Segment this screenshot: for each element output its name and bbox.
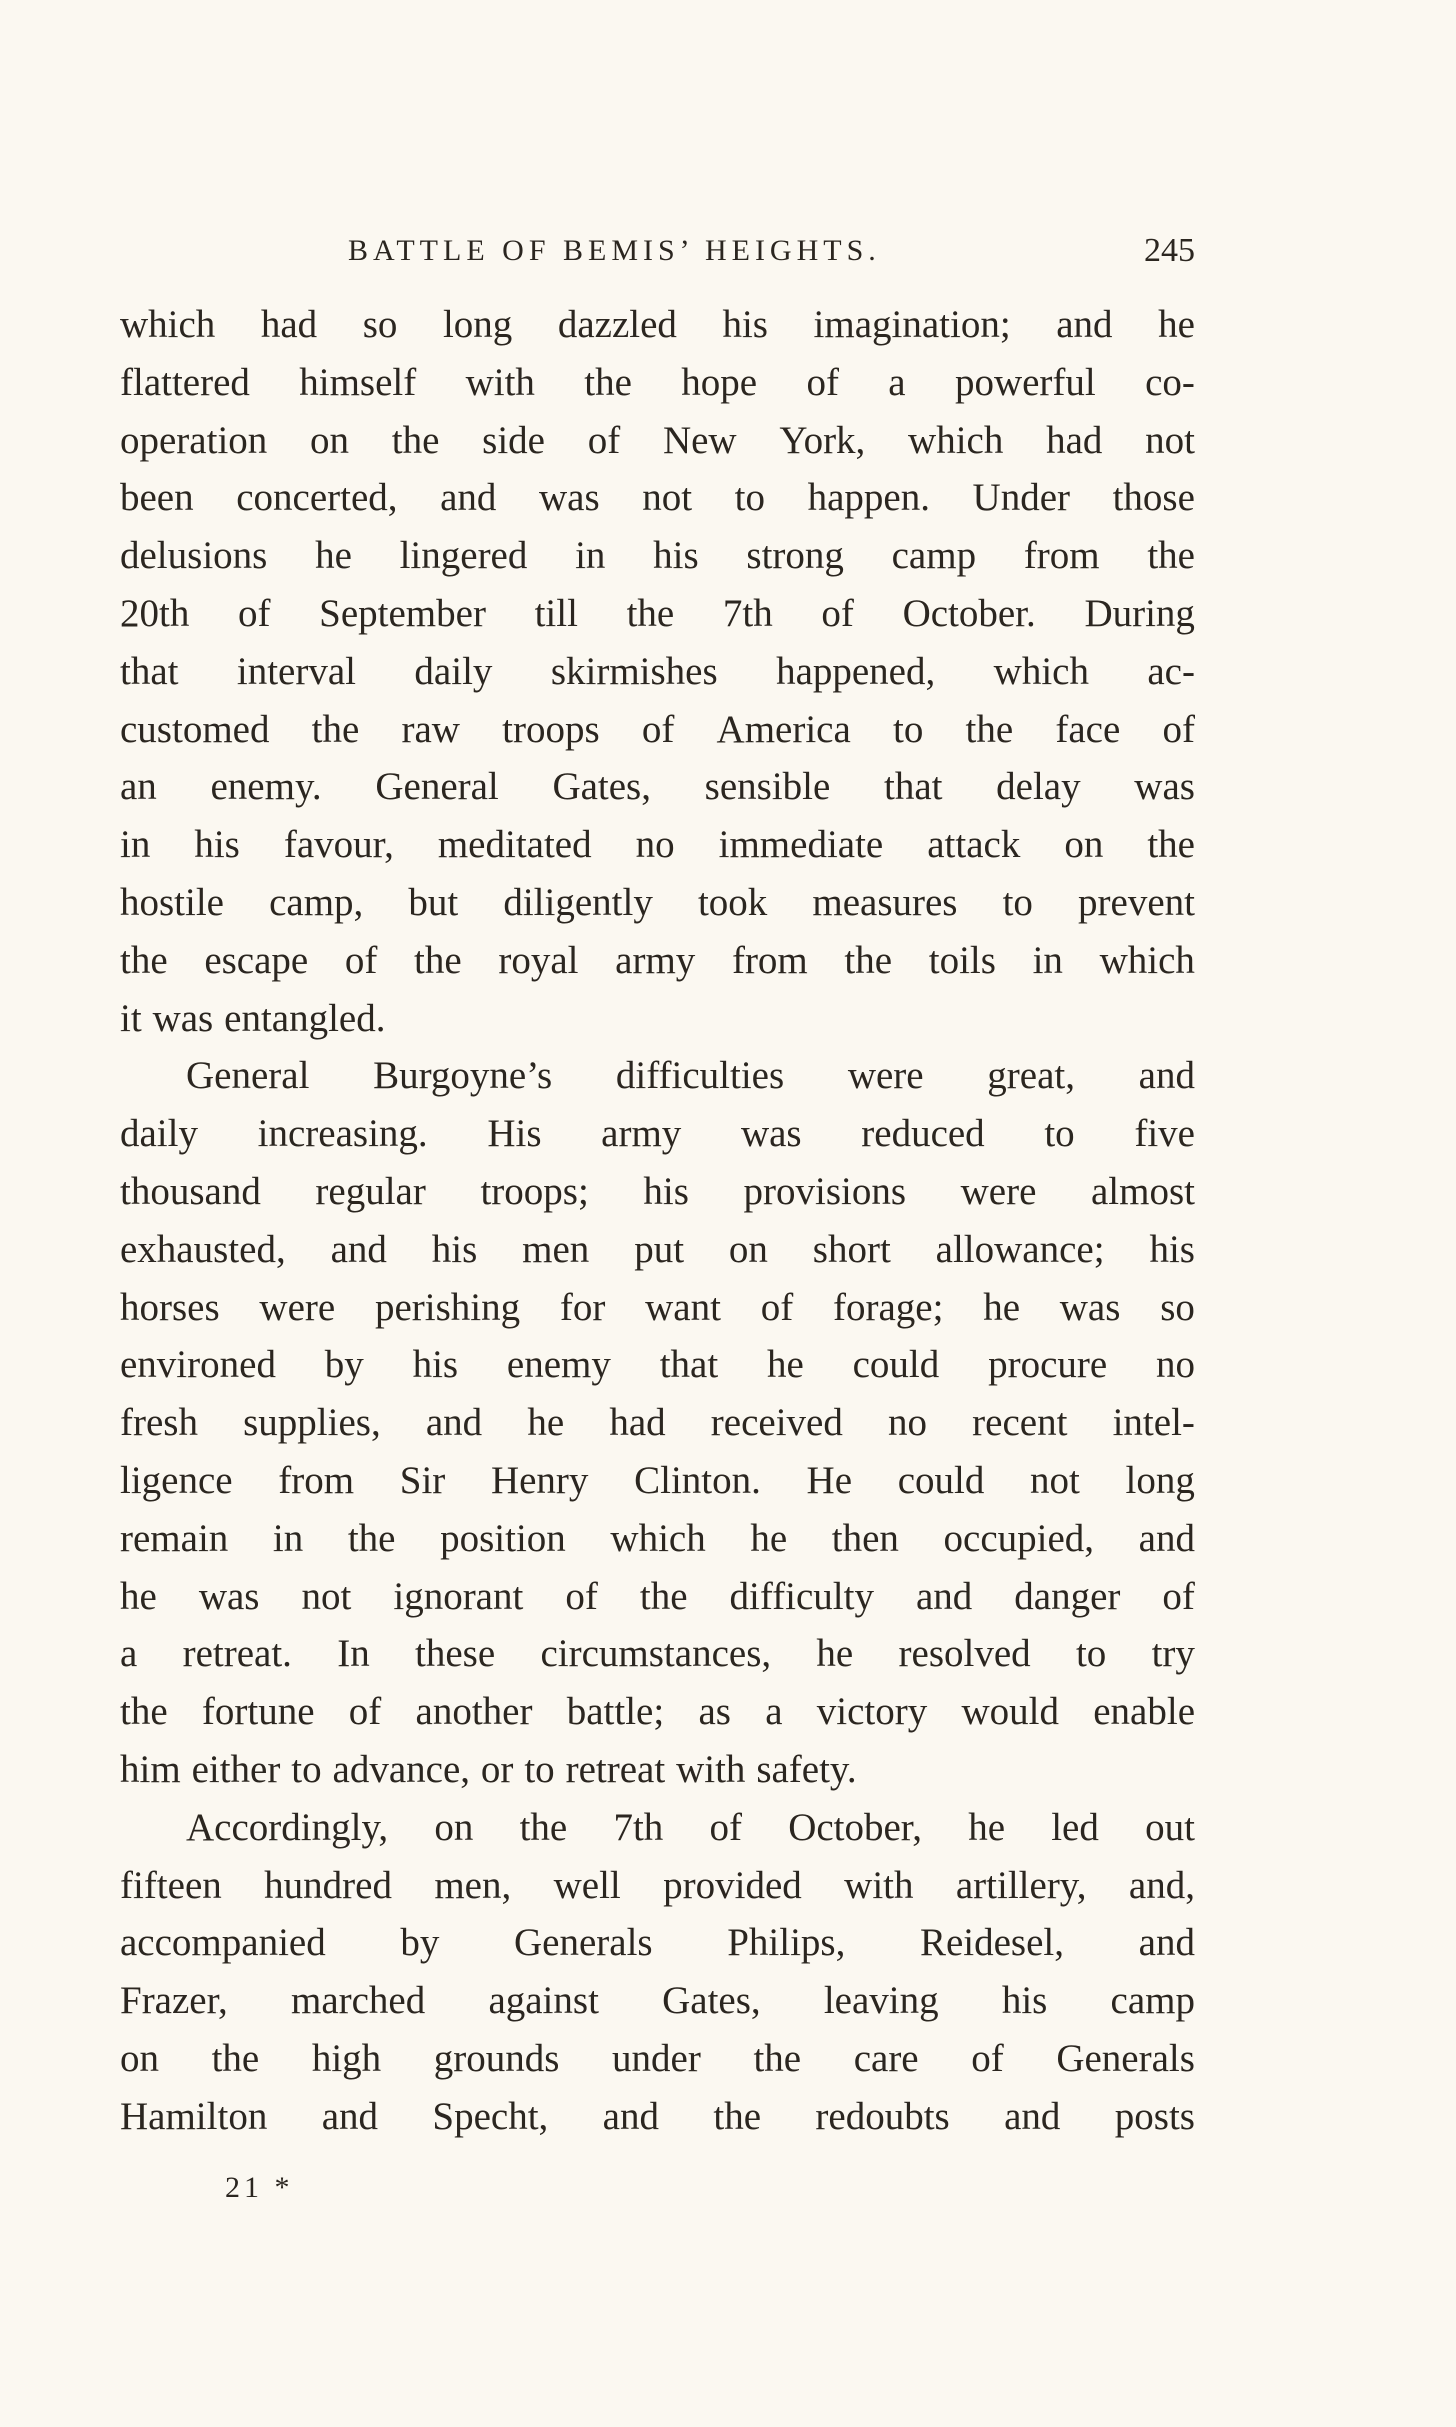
text-line: a retreat. In these circumstances, he resolved to try: [120, 1632, 1195, 1676]
text-line: in his favour, meditated no immediate attack on the: [120, 823, 1195, 867]
text-line: the escape of the royal army from the toils in which: [120, 938, 1195, 982]
text-line: delusions he lingered in his strong camp from the: [120, 534, 1195, 578]
text-line: 20th of September till the 7th of October. During: [120, 591, 1195, 635]
text-line: which had so long dazzled his imagination; and he: [120, 303, 1195, 346]
text-line: been concerted, and was not to happen. Under those: [120, 476, 1195, 520]
text-line: Accordingly, on the 7th of October, he led out: [186, 1805, 1195, 1849]
text-line: he was not ignorant of the difficulty and danger of: [120, 1574, 1195, 1618]
text-line: customed the raw troops of America to the face of: [120, 707, 1195, 751]
text-line: fifteen hundred men, well provided with artillery, and,: [120, 1863, 1195, 1907]
text-line: ligence from Sir Henry Clinton. He could not long: [120, 1458, 1195, 1502]
text-line: the fortune of another battle; as a victory would enable: [120, 1690, 1195, 1734]
text-line: on the high grounds under the care of Generals: [120, 2036, 1195, 2080]
text-line: thousand regular troops; his provisions were almost: [120, 1169, 1195, 1213]
body-text: [120, 296, 1195, 2146]
text-line: Hamilton and Specht, and the redoubts and posts: [120, 2094, 1195, 2138]
text-line: General Burgoyne’s difficulties were great, and: [186, 1054, 1195, 1098]
text-line: accompanied by Generals Philips, Reidesel, and: [120, 1921, 1195, 1965]
text-line: it was entangled.: [120, 996, 386, 1040]
text-line: Frazer, marched against Gates, leaving his camp: [120, 1979, 1195, 2023]
running-header: [120, 226, 1195, 276]
text-line: environed by his enemy that he could procure no: [120, 1343, 1195, 1387]
text-line: remain in the position which he then occupied, and: [120, 1516, 1195, 1560]
text-line: an enemy. General Gates, sensible that delay was: [120, 765, 1195, 809]
text-line: him either to advance, or to retreat with safety.: [120, 1747, 857, 1791]
text-line: operation on the side of New York, which had not: [120, 418, 1195, 462]
text-line: horses were perishing for want of forage; he was so: [120, 1285, 1195, 1329]
running-title: BATTLE OF BEMIS’ HEIGHTS.: [348, 234, 881, 267]
text-line: exhausted, and his men put on short allowance; his: [120, 1227, 1195, 1271]
text-line: fresh supplies, and he had received no recent intel-: [120, 1401, 1195, 1445]
page-number: 245: [1144, 232, 1195, 269]
text-line: flattered himself with the hope of a powerful co-: [120, 360, 1195, 404]
signature-mark: 21 *: [225, 2171, 294, 2204]
text-line: that interval daily skirmishes happened, which ac-: [120, 649, 1195, 693]
text-line: daily increasing. His army was reduced to five: [120, 1112, 1195, 1156]
text-line: hostile camp, but diligently took measures to prevent: [120, 880, 1195, 924]
